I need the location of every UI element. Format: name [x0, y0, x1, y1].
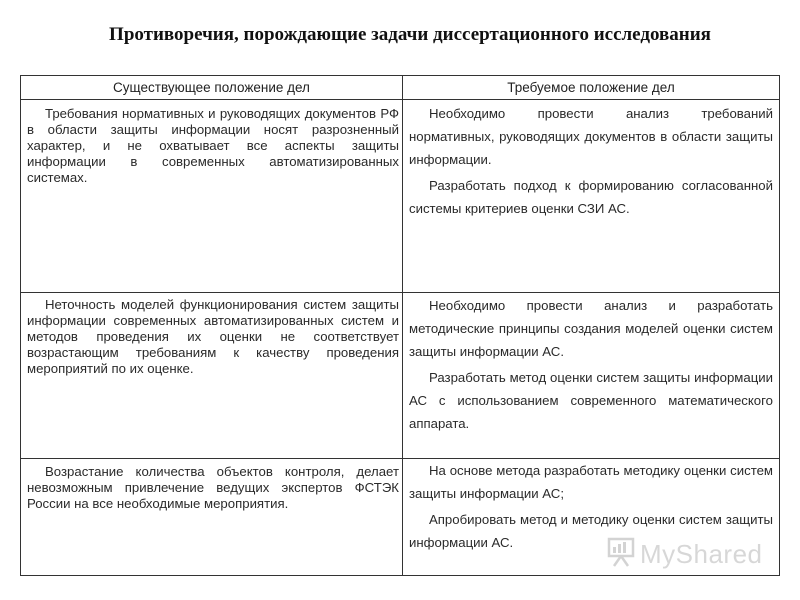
header-current-state: Существующее положение дел	[113, 80, 310, 95]
row1-required-item: Разработать подход к формированию согласованной системы критериев оценки СЗИ АС.	[409, 178, 773, 216]
row3-required-item: На основе метода разработать методику оценки систем защиты информации АС;	[409, 463, 773, 501]
page-title: Противоречия, порождающие задачи диссертационного исследования	[109, 24, 711, 45]
myshared-watermark	[606, 534, 763, 574]
row2-required-state	[409, 294, 773, 438]
watermark-text: MyShared	[640, 538, 763, 569]
row3-required-item: Апробировать метод и методику оценки систем защиты информации АС.	[409, 512, 773, 550]
row3-current-state: Возрастание количества объектов контроля, делает невозможным привлечение ведущих экспертов ФСТЭК России на все необходимые мероприятия.	[27, 464, 399, 511]
row2-required-item: Необходимо провести анализ и разработать методические принципы создания моделей оценки систем защиты информации АС.	[409, 298, 773, 359]
header-required-state: Требуемое положение дел	[507, 80, 675, 95]
presentation-board-icon	[606, 536, 636, 573]
row1-required-item: Необходимо провести анализ требований нормативных, руководящих документов в области защиты информации.	[409, 106, 773, 167]
row1-current-state: Требования нормативных и руководящих документов РФ в области защиты информации носят разрозненный характер, и не охватывает все аспекты защиты информации в современных автоматизированных системах.	[27, 106, 399, 185]
table-header-row	[21, 76, 779, 100]
row2-current-state: Неточность моделей функционирования систем защиты информации современных автоматизированных систем и методов проведения их оценки не соответствует возрастающим требованиям к качеству проведения мероприятий по их оценке.	[27, 297, 399, 376]
column-divider	[402, 76, 403, 575]
row1-required-state	[409, 102, 773, 223]
row2-required-item: Разработать метод оценки систем защиты информации АС с использованием современного математического аппарата.	[409, 370, 773, 431]
contradictions-table	[20, 75, 780, 576]
row-divider	[21, 292, 779, 293]
